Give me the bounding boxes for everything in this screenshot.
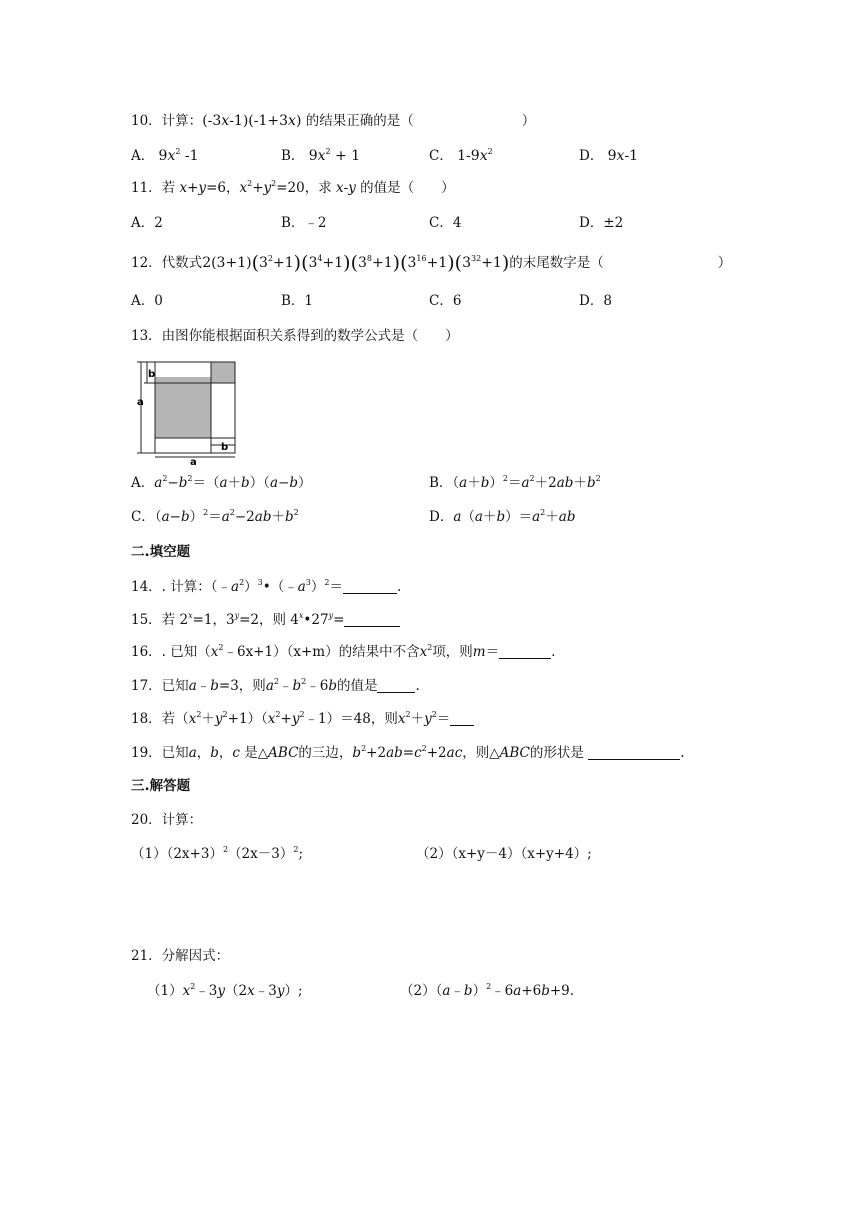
q11-option-d: D．±2 bbox=[579, 215, 624, 231]
q12-option-d: D．8 bbox=[579, 293, 612, 309]
question-20-title: 20．计算： bbox=[131, 812, 203, 828]
question-15: 15．若 $2^x=1$，$3^y=2$，则 $4^x•27^y=$ bbox=[131, 611, 400, 629]
q12-option-b: B．1 bbox=[281, 293, 314, 309]
q10-close: ） bbox=[521, 113, 536, 129]
q14-answer-blank[interactable] bbox=[343, 579, 397, 594]
question-21-title: 21．分解因式： bbox=[131, 948, 230, 964]
question-17: 17．已知a﹣b=3，则$a^2﹣b^2﹣6b$的值是 . bbox=[131, 677, 420, 694]
q10-tail: 的结果正确的是（ bbox=[305, 113, 414, 129]
q17-answer-blank[interactable] bbox=[377, 678, 415, 693]
q10-option-d: D． 9x-1 bbox=[579, 148, 639, 164]
question-16: 16．. 已知$(x^2﹣6x+1)(x+m)$的结果中不含$x^2$项，则m＝ . bbox=[131, 643, 556, 660]
q13-option-b: B．$(a+b)^2=a^2+2ab+b^2$ bbox=[429, 474, 601, 491]
q20-part-1: $(1)(2x+3)^2(2x-3)^2$; bbox=[131, 845, 303, 862]
question-10 bbox=[131, 112, 535, 130]
figure-square-b bbox=[211, 362, 235, 383]
q10-number: 10．计算： bbox=[131, 113, 203, 129]
q21-part-2: （2）（a﹣b）$^2$﹣6a+6b+9. bbox=[400, 982, 575, 999]
q13-option-d: D．$a(a+b)=a^2+ab$ bbox=[429, 508, 576, 525]
section-answer: 三.解答题 bbox=[131, 778, 191, 794]
figure-label-b-bottom: b bbox=[221, 442, 229, 453]
figure-label-a-side: a bbox=[137, 397, 144, 408]
q15-answer-blank[interactable] bbox=[344, 612, 400, 627]
question-13: 13．由图你能根据面积关系得到的数学公式是（ ） bbox=[131, 328, 459, 344]
figure-label-b-side: b bbox=[148, 369, 156, 380]
q16-answer-blank[interactable] bbox=[499, 644, 551, 659]
q11-option-b: B．﹣2 bbox=[281, 215, 327, 231]
q10-option-a: A． $9x^2$ -1 bbox=[131, 147, 199, 164]
q12-option-c: C．6 bbox=[429, 293, 462, 309]
q13-figure bbox=[130, 355, 250, 465]
q20-part-2: （2）（x+y－4）（x+y+4）; bbox=[416, 846, 592, 862]
q13-option-c: C．$(a-b)^2=a^2-2ab+b^2$ bbox=[131, 508, 299, 525]
q10-option-c: C． $1-9x^2$ bbox=[429, 147, 493, 164]
question-18: 18．若$(x^2+y^2+1)(x^2+y^2﹣1)=48$，则$x^2+y^2=$ bbox=[131, 710, 474, 728]
q19-answer-blank[interactable] bbox=[588, 745, 680, 760]
q10-expression: (-3x-1)(-1+3x) bbox=[202, 113, 302, 129]
figure-label-a-bottom: a bbox=[190, 457, 197, 465]
question-14: 14．. 计算：$(﹣a^2)^3•(﹣a^3)^2=$ . bbox=[131, 578, 402, 595]
q18-answer-blank[interactable] bbox=[450, 711, 474, 726]
figure-square-a bbox=[155, 377, 211, 438]
question-12: 12．代数式$2(3+1)(3^2+1)(3^4+1)(3^8+1)(3^{16}+1)(3^{32}+1)$的末尾数字是（ ） bbox=[131, 252, 732, 274]
question-19: 19．已知a，b，c 是△ABC的三边，$b^2+2ab=c^2+2ac$，则△ABC的形状是 . bbox=[131, 744, 685, 761]
section-fill-in: 二.填空题 bbox=[131, 544, 191, 560]
question-11: 11．若 x+y=6，$x^2+y^2=20$，求 x-y 的值是（ ） bbox=[131, 179, 455, 196]
q10-option-b: B． $9x^2 + 1$ bbox=[281, 147, 361, 164]
q13-option-a: A．$a^2-b^2=(a+b)(a-b)$ bbox=[131, 474, 312, 491]
q11-option-a: A．2 bbox=[131, 215, 163, 231]
q12-option-a: A．0 bbox=[131, 293, 163, 309]
q12-expression: $2(3+1)(3^2+1)(3^4+1)(3^8+1)(3^{16}+1)(3^{32}+1)$ bbox=[202, 252, 510, 274]
q11-option-c: C．4 bbox=[429, 215, 462, 231]
q21-part-1: $(1)x^2﹣3y(2x﹣3y)$; bbox=[147, 982, 303, 999]
